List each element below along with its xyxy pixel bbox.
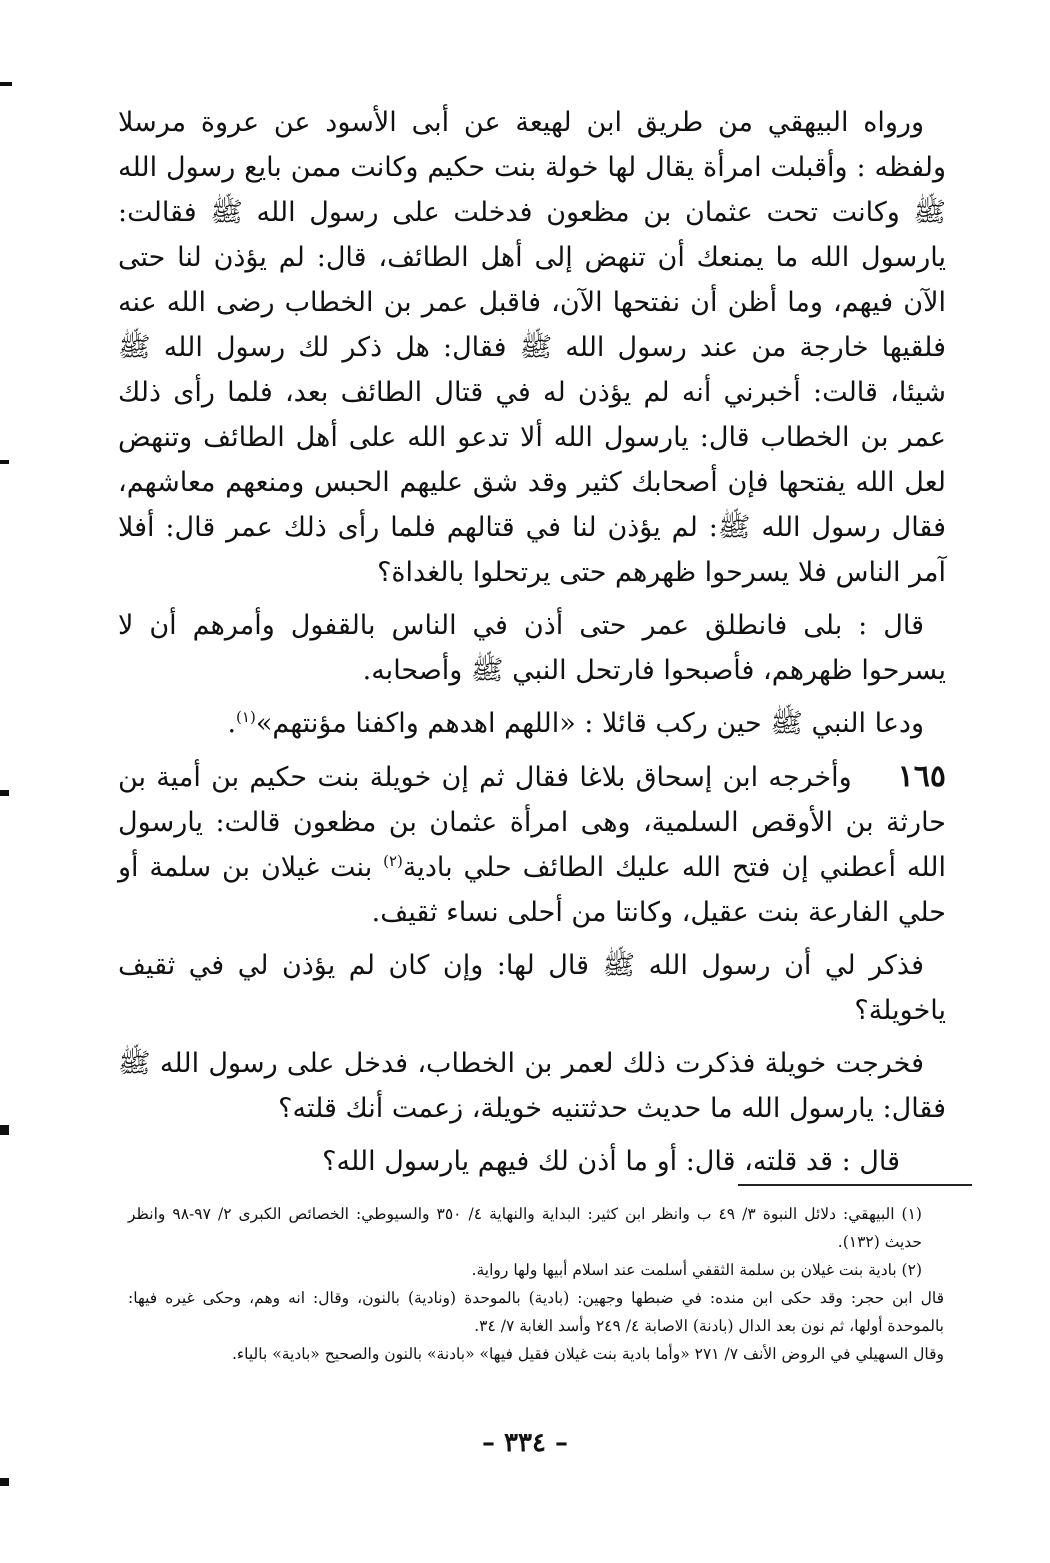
paragraph-4-text-b: بنت غيلان بن سلمة أو حلي الفارعة بنت عقيل، وكانتا من أحلى نساء ثقيف. xyxy=(118,852,946,928)
scan-mark xyxy=(0,1478,9,1486)
page-number: – ٣٣٤ – xyxy=(481,1428,569,1458)
footnote-2: (٢) بادية بنت غيلان بن سلمة الثقفي أسلمت عند اسلام أبيها ولها رواية. xyxy=(471,1261,922,1279)
paragraph-6: فخرجت خويلة فذكرت ذلك لعمر بن الخطاب، فدخل على رسول الله ﷺ فقال: يارسول الله ما حديث حدثتنيه خويلة، زعمت أنك قلته؟ xyxy=(118,1048,946,1124)
paragraph-2: قال : بلى فانطلق عمر حتى أذن في الناس بالقفول وأمرهم أن لا يسرحوا ظهرهم، فأصبحوا فارتحل النبي ﷺ وأصحابه. xyxy=(118,610,946,686)
item-number: ١٦٥ xyxy=(897,759,946,794)
paragraph-1: ورواه البيهقي من طريق ابن لهيعة عن أبى الأسود عن عروة مرسلا ولفظه : وأقبلت امرأة يقال لها خولة بنت حكيم وكانت ممن بايع رسول الله ﷺ وكانت تحت عثمان بن مظعون فدخلت على رسول الله ﷺ فقالت: يارسول الله ما يمنعك أن تنهض إلى أهل الطائف، قال: لم يؤذن لنا حتى الآن فيهم، وما أظن أن نفتحها الآن، فاقبل عمر بن الخطاب رضى الله عنه فلقيها خارجة من عند رسول الله ﷺ فقال: هل ذكر لك رسول الله ﷺ شيئا، قالت: أخبرني أنه لم يؤذن له في قتال الطائف بعد، فلما رأى ذلك عمر بن الخطاب قال: يارسول الله ألا تدعو الله على أهل الطائف وتنهض لعل الله يفتحها فإن أصحابك كثير وقد شق عليهم الحبس ومنعهم معاشهم، فقال رسول الله ﷺ: لم يؤذن لنا في قتالهم فلما رأى ذلك عمر قال: أفلا آمر الناس فلا يسرحوا ظهرهم حتى يرتحلوا بالغداة؟ xyxy=(118,107,946,588)
footnote-ref-2[interactable]: (٢) xyxy=(383,852,403,870)
paragraph-3-text: ودعا النبي ﷺ حين ركب قائلا : «اللهم اهدهم واكفنا مؤنتهم» xyxy=(255,708,924,739)
paragraph-4-text-a: وأخرجه ابن إسحاق بلاغا فقال ثم إن خويلة بنت حكيم بن أمية بن حارثة بن الأوقص السلمية، وهى امرأة عثمان بن مظعون قالت: يارسول الله أعطني إن فتح الله عليك الطائف حلي بادية xyxy=(118,762,947,883)
scan-mark xyxy=(0,790,9,796)
footnote-divider xyxy=(738,1184,972,1186)
footnote-2-continued: قال ابن حجر: وقد حكى ابن منده: في ضبطها وجهين: (بادية) بالموحدة (ونادية) بالنون، وقال: انه وهم، وحكى غيره فيها: بالموحدة أولها، ثم نون بعد الدال (بادنة) الاصابة ٤/ ٢٤٩ وأسد الغابة ٧/ ٣٤. xyxy=(128,1289,944,1335)
paragraph-3 xyxy=(118,701,946,746)
paragraph-4 xyxy=(118,754,946,935)
footnote-2-continued-2: وقال السهيلي في الروض الأنف ٧/ ٢٧١ «وأما بادية بنت غيلان فقيل فيها» «بادنة» بالنون والصحيح «بادية» بالياء. xyxy=(231,1345,944,1363)
paragraph-7: قال : قد قلته، قال: أو ما أذن لك فيهم يارسول الله؟ xyxy=(322,1146,900,1177)
footnotes xyxy=(128,1200,944,1368)
scan-mark xyxy=(0,460,9,464)
main-text xyxy=(118,100,946,1184)
paragraph-3-end: . xyxy=(227,708,237,739)
footnote-1: (١) البيهقي: دلائل النبوة ٣/ ٤٩ ب وانظر ابن كثير: البداية والنهاية ٤/ ٣٥٠ والسيوطي: الخصائص الكبرى ٢/ ٩٧-٩٨ وانظر حديث (١٣٢). xyxy=(128,1205,922,1251)
scan-mark xyxy=(0,1125,9,1135)
paragraph-5: فذكر لي أن رسول الله ﷺ قال لها: وإن كان لم يؤذن لي في ثقيف ياخويلة؟ xyxy=(118,950,946,1026)
footnote-ref-1[interactable]: (١) xyxy=(236,708,256,726)
scan-mark xyxy=(0,82,12,86)
